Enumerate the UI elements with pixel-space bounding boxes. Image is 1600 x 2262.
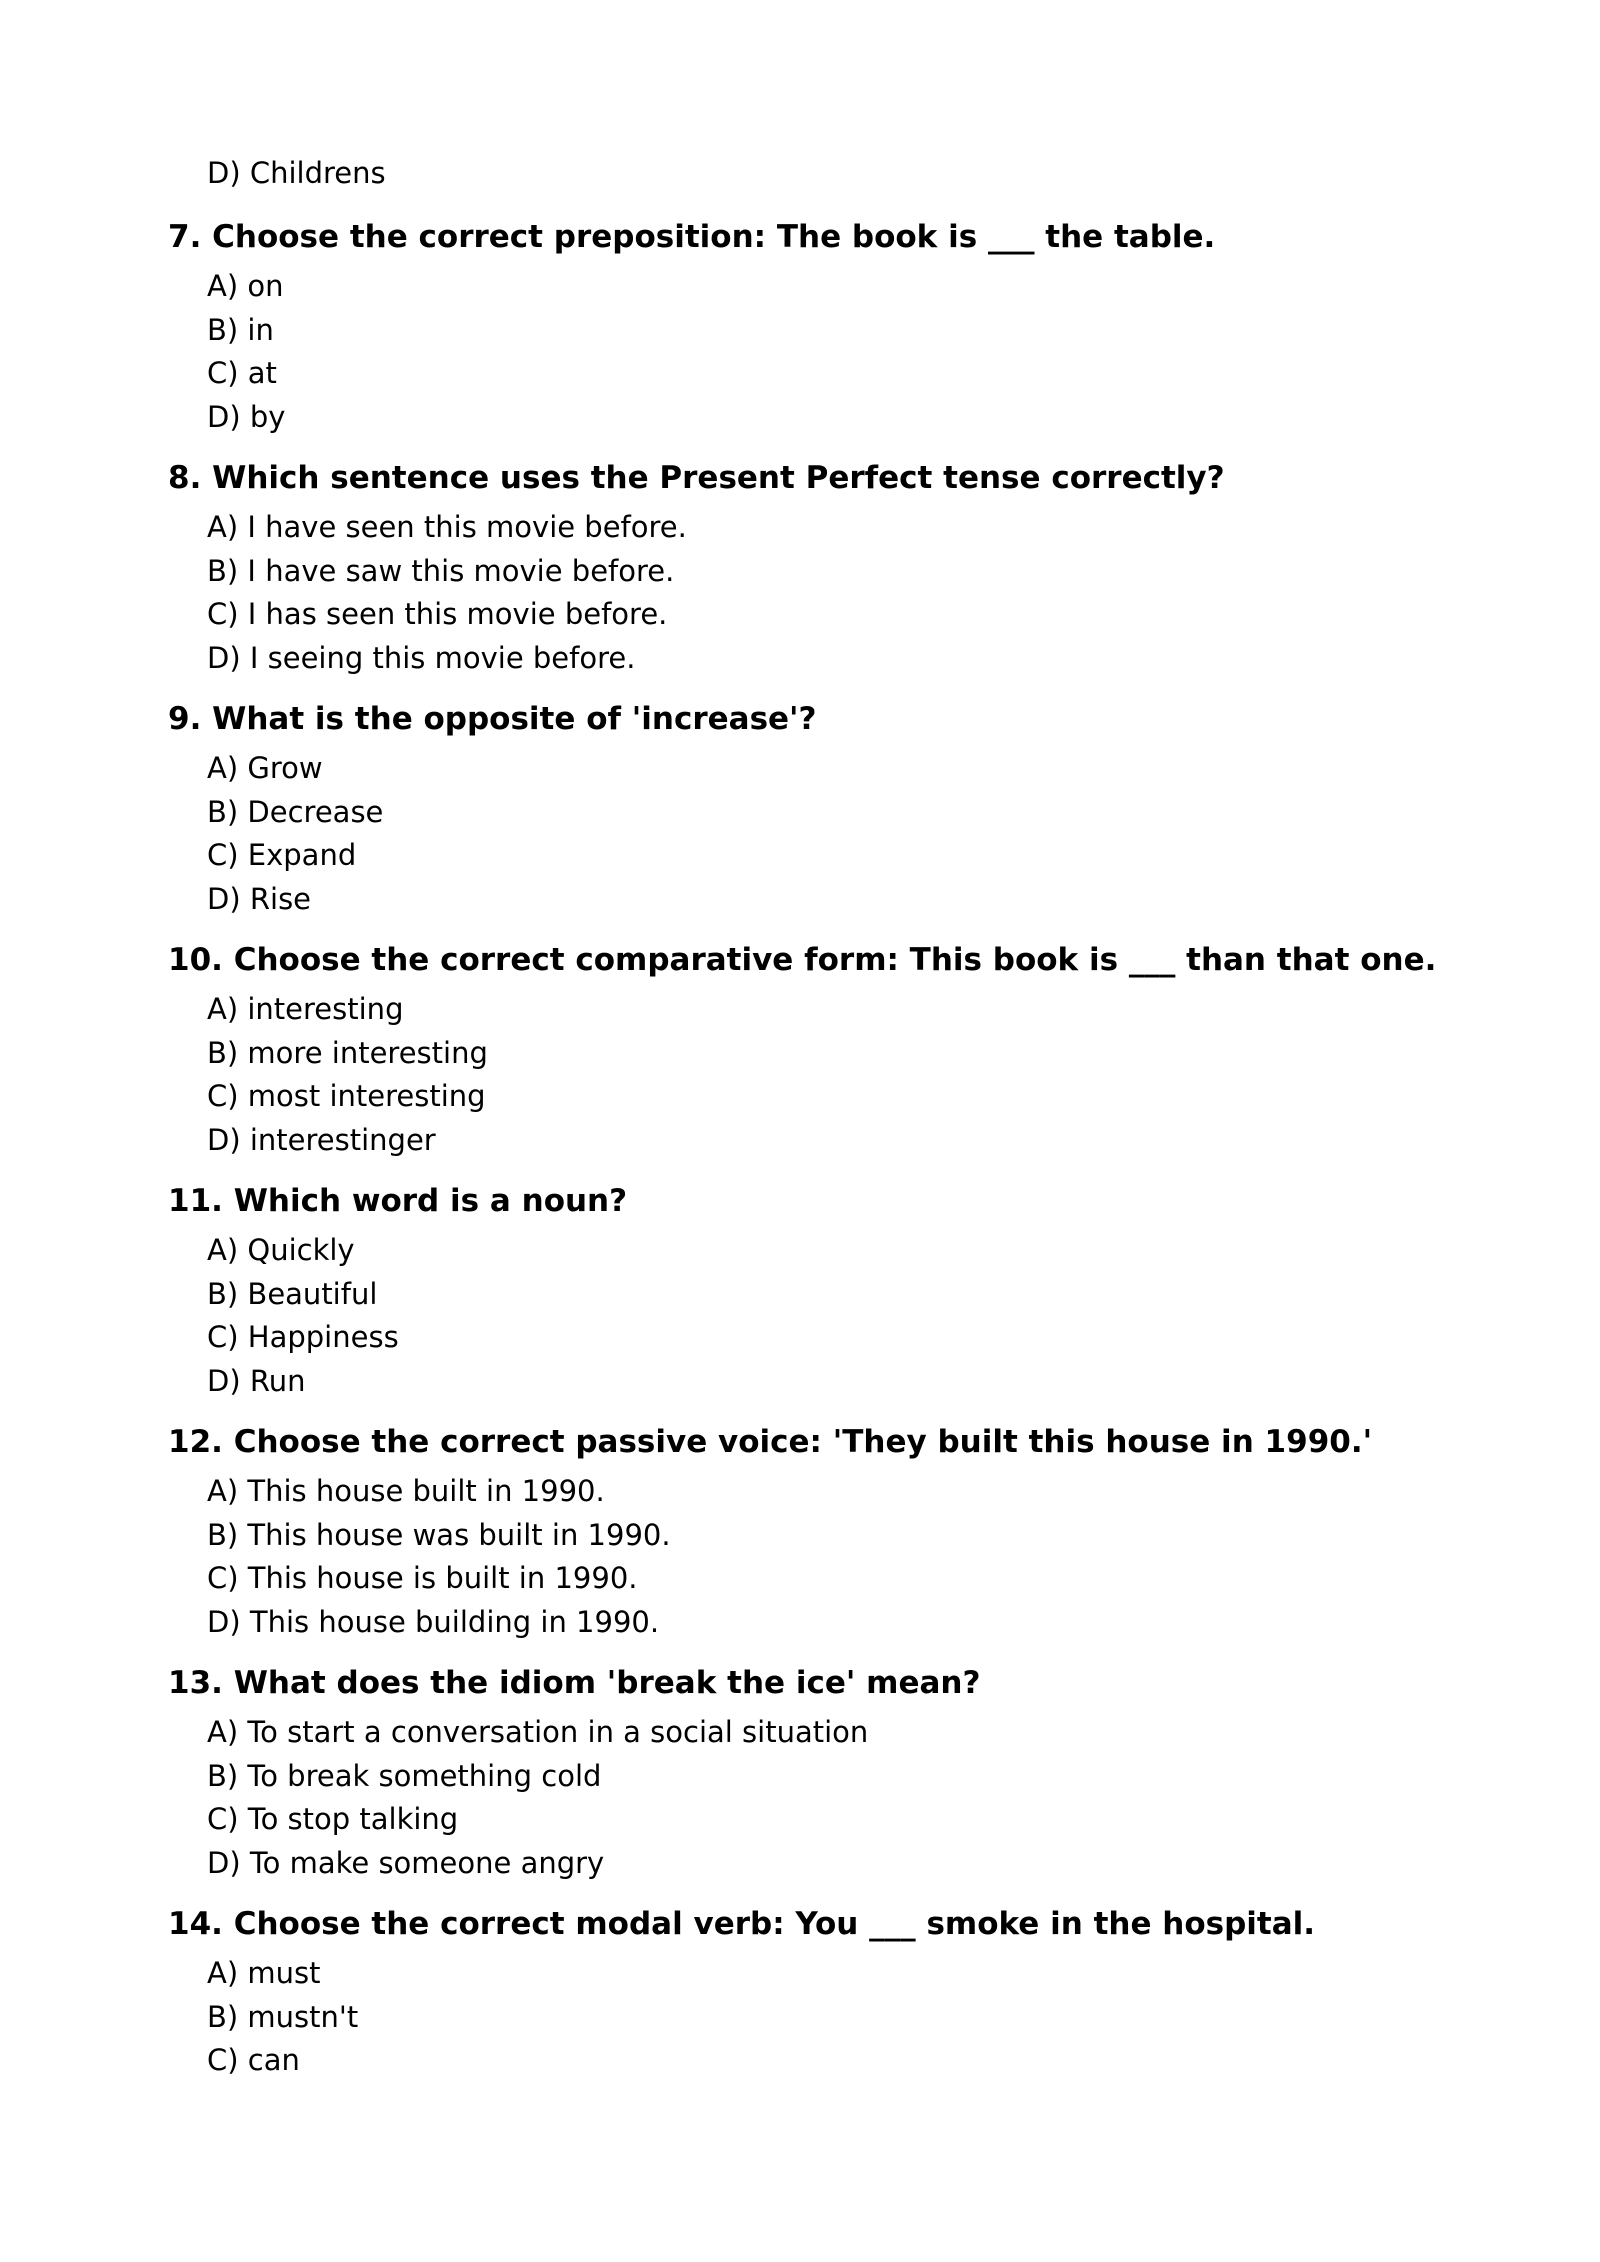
question-title: 9. What is the opposite of 'increase'? [168,701,817,737]
answer-option: D) by [207,399,286,434]
answer-option: A) Grow [207,751,323,785]
question-block [168,940,1468,1162]
answer-option: C) I has seen this movie before. [207,597,668,631]
question-title: 13. What does the idiom 'break the ice' mean? [168,1665,981,1701]
answer-option: D) To make someone angry [207,1845,605,1880]
question-block [168,1181,1468,1403]
option-list [168,265,1468,439]
answer-option: A) I have seen this movie before. [207,510,687,544]
option-list [168,988,1468,1162]
option-list [168,1952,1468,2083]
question-block [168,1663,1468,1885]
answer-option: A) Quickly [207,1233,355,1267]
option-list [168,1711,1468,1885]
answer-option: B) in [207,312,274,347]
question-block [168,1904,1468,2083]
answer-option: C) at [207,356,277,390]
answer-option: D) interestinger [207,1122,436,1157]
answer-option: A) interesting [207,992,404,1026]
answer-option: B) To break something cold [207,1758,602,1793]
answer-option: B) I have saw this movie before. [207,553,675,588]
answer-option: B) mustn't [207,1999,359,2034]
answer-option: A) This house built in 1990. [207,1474,605,1508]
question-title: 12. Choose the correct passive voice: 'They built this house in 1990.' [168,1424,1373,1460]
question-block [168,217,1468,439]
answer-option: D) This house building in 1990. [207,1604,660,1639]
option-list [168,1470,1468,1644]
question-block [168,1422,1468,1644]
question-title: 14. Choose the correct modal verb: You ___ smoke in the hospital. [168,1906,1316,1942]
carryover-option: D) Childrens [207,156,386,190]
question-block [168,458,1468,680]
question-title: 7. Choose the correct preposition: The book is ___ the table. [168,219,1216,255]
answer-option: C) Expand [207,838,357,872]
answer-option: A) on [207,269,284,303]
answer-option: B) Decrease [207,794,384,829]
question-title: 11. Which word is a noun? [168,1183,628,1219]
answer-option: C) most interesting [207,1079,486,1113]
answer-option: A) must [207,1956,321,1990]
answer-option: B) more interesting [207,1035,488,1070]
answer-option: C) To stop talking [207,1802,459,1836]
answer-option: D) I seeing this movie before. [207,640,636,675]
question-title: 8. Which sentence uses the Present Perfect tense correctly? [168,460,1225,496]
answer-option: C) This house is built in 1990. [207,1561,638,1595]
answer-option: D) Rise [207,881,312,916]
question-block [168,699,1468,921]
answer-option: C) Happiness [207,1320,399,1354]
answer-option: C) can [207,2043,300,2077]
answer-option: B) Beautiful [207,1276,378,1311]
option-list [168,506,1468,680]
question-title: 10. Choose the correct comparative form: This book is ___ than that one. [168,942,1437,978]
option-list [168,747,1468,921]
answer-option: A) To start a conversation in a social situation [207,1715,869,1749]
question-list [168,217,1468,2102]
answer-option: D) Run [207,1363,306,1398]
answer-option: B) This house was built in 1990. [207,1517,671,1552]
option-list [168,1229,1468,1403]
